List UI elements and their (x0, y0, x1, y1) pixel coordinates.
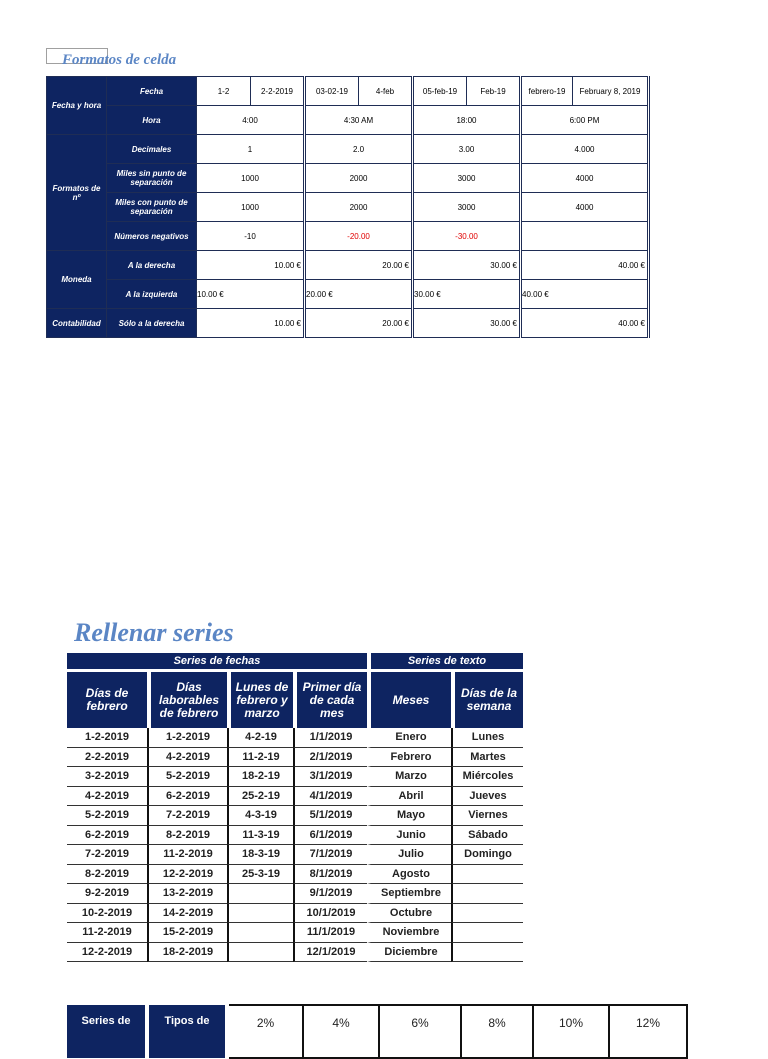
moneda-derecha-cell[interactable]: 10.00 € (197, 251, 305, 280)
series-cell[interactable]: 4-2-2019 (147, 748, 227, 768)
contabilidad-cell[interactable]: 20.00 € (305, 309, 413, 338)
miles-con-label: Miles con punto de separación (107, 193, 197, 222)
series-cell[interactable]: Marzo (367, 767, 451, 787)
series-cell[interactable]: 25-3-19 (227, 865, 293, 885)
series-cell[interactable] (227, 923, 293, 943)
series-cell[interactable]: 18-2-2019 (147, 943, 227, 963)
hora-cell[interactable]: 4:30 AM (305, 106, 413, 135)
moneda-izquierda-cell[interactable]: 40.00 € (521, 280, 649, 309)
series-cell[interactable]: 6-2-2019 (67, 826, 147, 846)
miles-sin-cell[interactable]: 4000 (521, 164, 649, 193)
series-cell[interactable]: 1-2-2019 (67, 728, 147, 748)
hora-cell[interactable]: 6:00 PM (521, 106, 649, 135)
series-fechas-group: Series de fechas (67, 653, 367, 669)
moneda-derecha-cell[interactable]: 30.00 € (413, 251, 521, 280)
miles-sin-cell[interactable]: 3000 (413, 164, 521, 193)
series-cell[interactable]: Julio (367, 845, 451, 865)
series-cell[interactable]: 5-2-2019 (147, 767, 227, 787)
miles-con-cell[interactable]: 2000 (305, 193, 413, 222)
series-cell[interactable]: Lunes (451, 728, 523, 748)
percent-cell[interactable]: 2% (227, 1005, 303, 1058)
decimal-cell[interactable]: 3.00 (413, 135, 521, 164)
decimal-cell[interactable]: 2.0 (305, 135, 413, 164)
series-cell[interactable]: 11-2-19 (227, 748, 293, 768)
series-cell[interactable]: Agosto (367, 865, 451, 885)
series-cell[interactable]: 9-2-2019 (67, 884, 147, 904)
negativo-cell[interactable]: -10 (197, 222, 305, 251)
fecha-cell[interactable]: February 8, 2019 (573, 77, 649, 106)
col-header: Lunes de febrero y marzo (227, 669, 293, 728)
series-cell[interactable]: 18-3-19 (227, 845, 293, 865)
series-cell[interactable]: 2-2-2019 (67, 748, 147, 768)
series-cell[interactable]: 11-3-19 (227, 826, 293, 846)
series-cell[interactable]: Enero (367, 728, 451, 748)
miles-con-cell[interactable]: 4000 (521, 193, 649, 222)
series-cell[interactable]: 12/1/2019 (293, 943, 367, 963)
contabilidad-cell[interactable]: 30.00 € (413, 309, 521, 338)
miles-sin-cell[interactable]: 2000 (305, 164, 413, 193)
moneda-izquierda-cell[interactable]: 30.00 € (413, 280, 521, 309)
series-cell[interactable]: 15-2-2019 (147, 923, 227, 943)
series-cell[interactable]: Abril (367, 787, 451, 807)
tipos-de-label: Tipos de (147, 1005, 227, 1058)
series-row (67, 787, 523, 807)
fecha-cell[interactable]: Feb-19 (467, 77, 521, 106)
series-cell[interactable] (451, 904, 523, 924)
series-cell[interactable] (451, 923, 523, 943)
series-row (67, 728, 523, 748)
series-cell[interactable]: Miércoles (451, 767, 523, 787)
derecha-label: A la derecha (107, 251, 197, 280)
series-cell[interactable] (451, 865, 523, 885)
series-row (67, 826, 523, 846)
miles-con-cell[interactable]: 1000 (197, 193, 305, 222)
col-header: Primer día de cada mes (293, 669, 367, 728)
series-cell[interactable]: 1-2-2019 (147, 728, 227, 748)
series-cell[interactable]: Diciembre (367, 943, 451, 963)
series-cell[interactable]: Jueves (451, 787, 523, 807)
series-row (67, 904, 523, 924)
series-de-label: Series de (67, 1005, 147, 1058)
series-cell[interactable]: 12-2-2019 (67, 943, 147, 963)
fecha-cell[interactable]: 05-feb-19 (413, 77, 467, 106)
rellenar-series-title: Rellenar series (74, 618, 234, 647)
decimal-cell[interactable]: 1 (197, 135, 305, 164)
miles-con-cell[interactable]: 3000 (413, 193, 521, 222)
decimales-label: Decimales (107, 135, 197, 164)
series-row (67, 767, 523, 787)
formatos-title: Formatos de celda (62, 52, 177, 68)
col-header: Días laborables de febrero (147, 669, 227, 728)
series-row (67, 943, 523, 963)
series-cell[interactable]: Octubre (367, 904, 451, 924)
series-cell[interactable] (227, 943, 293, 963)
series-table (67, 653, 523, 962)
percent-table (67, 1004, 688, 1059)
series-cell[interactable]: 4/1/2019 (293, 787, 367, 807)
fecha-label: Fecha (107, 77, 197, 106)
series-cell[interactable]: Martes (451, 748, 523, 768)
fecha-cell[interactable]: febrero-19 (521, 77, 573, 106)
percent-cell[interactable]: 12% (609, 1005, 687, 1058)
series-cell[interactable]: 11/1/2019 (293, 923, 367, 943)
series-cell[interactable]: 4-2-2019 (67, 787, 147, 807)
izquierda-label: A la izquierda (107, 280, 197, 309)
series-cell[interactable]: 12-2-2019 (147, 865, 227, 885)
contabilidad-cell[interactable]: 10.00 € (197, 309, 305, 338)
formatos-table (46, 76, 650, 338)
series-cell[interactable]: 11-2-2019 (147, 845, 227, 865)
series-cell[interactable] (451, 884, 523, 904)
series-cell[interactable]: 4-3-19 (227, 806, 293, 826)
moneda-izquierda-cell[interactable]: 10.00 € (197, 280, 305, 309)
series-row (67, 865, 523, 885)
series-texto-group: Series de texto (367, 653, 523, 669)
negativo-cell[interactable]: -30.00 (413, 222, 521, 251)
percent-cell[interactable]: 4% (303, 1005, 379, 1058)
moneda-derecha-cell[interactable]: 40.00 € (521, 251, 649, 280)
formatos-numero-label: Formatos de nº (47, 135, 107, 251)
series-cell[interactable]: 7-2-2019 (67, 845, 147, 865)
series-cell[interactable]: 6-2-2019 (147, 787, 227, 807)
series-cell[interactable]: 5/1/2019 (293, 806, 367, 826)
series-cell[interactable]: 3-2-2019 (67, 767, 147, 787)
series-row (67, 748, 523, 768)
series-row (67, 923, 523, 943)
miles-sin-label: Miles sin punto de separación (107, 164, 197, 193)
series-cell[interactable]: 18-2-19 (227, 767, 293, 787)
contabilidad-cell[interactable]: 40.00 € (521, 309, 649, 338)
hora-cell[interactable]: 4:00 (197, 106, 305, 135)
series-cell[interactable]: 13-2-2019 (147, 884, 227, 904)
series-cell[interactable]: 8-2-2019 (147, 826, 227, 846)
fecha-cell[interactable]: 2-2-2019 (251, 77, 305, 106)
moneda-derecha-cell[interactable]: 20.00 € (305, 251, 413, 280)
decimal-cell[interactable]: 4.000 (521, 135, 649, 164)
col-header: Meses (367, 669, 451, 728)
series-cell[interactable]: Junio (367, 826, 451, 846)
fecha-hora-label: Fecha y hora (47, 77, 107, 135)
hora-label: Hora (107, 106, 197, 135)
col-header: Días de febrero (67, 669, 147, 728)
series-cell[interactable]: Sábado (451, 826, 523, 846)
miles-sin-cell[interactable]: 1000 (197, 164, 305, 193)
fecha-cell[interactable]: 1-2 (197, 77, 251, 106)
series-cell[interactable]: Noviembre (367, 923, 451, 943)
fecha-cell[interactable]: 03-02-19 (305, 77, 359, 106)
negativos-label: Números negativos (107, 222, 197, 251)
percent-cell[interactable]: 10% (533, 1005, 609, 1058)
series-cell[interactable]: 3/1/2019 (293, 767, 367, 787)
series-cell[interactable]: 7/1/2019 (293, 845, 367, 865)
negativo-cell[interactable]: -20.00 (305, 222, 413, 251)
percent-cell[interactable]: 8% (461, 1005, 533, 1058)
series-row (67, 845, 523, 865)
moneda-label: Moneda (47, 251, 107, 309)
col-header: Días de la semana (451, 669, 523, 728)
series-cell[interactable]: 9/1/2019 (293, 884, 367, 904)
series-cell[interactable]: 7-2-2019 (147, 806, 227, 826)
series-cell[interactable]: 8/1/2019 (293, 865, 367, 885)
contabilidad-label: Contabilidad (47, 309, 107, 338)
series-row (67, 884, 523, 904)
moneda-izquierda-cell[interactable]: 20.00 € (305, 280, 413, 309)
fecha-cell[interactable]: 4-feb (359, 77, 413, 106)
series-cell[interactable]: Febrero (367, 748, 451, 768)
solo-derecha-label: Sólo a la derecha (107, 309, 197, 338)
hora-cell[interactable]: 18:00 (413, 106, 521, 135)
series-cell[interactable]: 1/1/2019 (293, 728, 367, 748)
series-cell[interactable]: 4-2-19 (227, 728, 293, 748)
series-cell[interactable]: Septiembre (367, 884, 451, 904)
series-cell[interactable] (451, 943, 523, 963)
negativo-cell[interactable] (521, 222, 649, 251)
series-cell[interactable]: Domingo (451, 845, 523, 865)
series-cell[interactable]: 8-2-2019 (67, 865, 147, 885)
series-cell[interactable]: Viernes (451, 806, 523, 826)
series-cell[interactable] (227, 904, 293, 924)
series-cell[interactable]: 25-2-19 (227, 787, 293, 807)
series-cell[interactable]: 6/1/2019 (293, 826, 367, 846)
series-cell[interactable]: 10/1/2019 (293, 904, 367, 924)
series-cell[interactable] (227, 884, 293, 904)
series-cell[interactable]: Mayo (367, 806, 451, 826)
series-cell[interactable]: 14-2-2019 (147, 904, 227, 924)
series-cell[interactable]: 11-2-2019 (67, 923, 147, 943)
series-cell[interactable]: 5-2-2019 (67, 806, 147, 826)
percent-cell[interactable]: 6% (379, 1005, 461, 1058)
series-cell[interactable]: 2/1/2019 (293, 748, 367, 768)
series-row (67, 806, 523, 826)
series-cell[interactable]: 10-2-2019 (67, 904, 147, 924)
